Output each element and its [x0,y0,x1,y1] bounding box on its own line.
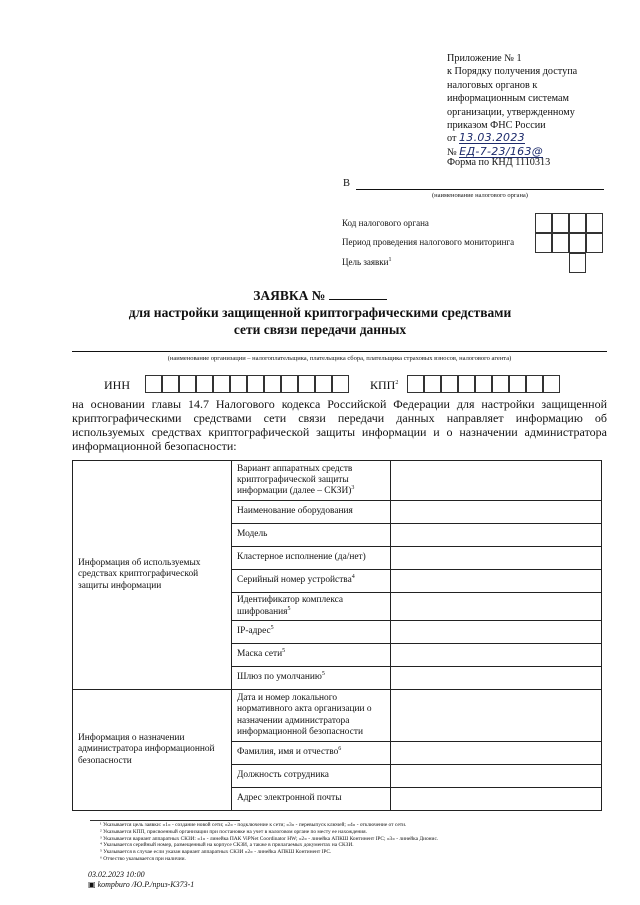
footer-path [88,880,194,890]
field-label [232,547,391,570]
inn-digit-cell[interactable] [298,375,315,393]
inn-digit-cell[interactable] [315,375,332,393]
tax-office-code-cell[interactable] [586,213,603,233]
appendix-date [447,132,627,145]
footnote-ref: 5 [270,625,274,632]
title-line-1 [0,287,640,304]
addressee-input-line[interactable] [356,189,604,190]
monitoring-period-label: Период проведения налогового мониторинга [342,237,515,247]
field-label-text: Должность сотрудника [237,770,329,781]
inn-digit-cell[interactable] [196,375,213,393]
field-label [232,621,391,644]
footnote: ⁶ Отчество указывается при наличии. [100,855,186,862]
appendix-date-value: 13.03.2023 [458,131,525,145]
field-label-text: Идентификатор комплекса шифрования [237,595,344,617]
organization-caption: (наименование организации – налогоплательщика, плательщика сбора, плательщика страховых взносов, налогового агента) [167,355,512,362]
appendix-number-value: ЕД-7-23/163@ [459,144,544,158]
kpp-footnote-ref: 2 [395,380,399,386]
tax-office-code-cell[interactable] [569,213,586,233]
document-icon: ▣ [88,880,96,889]
field-label [232,570,391,593]
inn-digit-cell[interactable] [230,375,247,393]
field-label-text: Дата и номер локального нормативного акта организации о назначении администратора информационной безопасности [237,693,372,737]
field-label [232,644,391,667]
group-skzi-label: Информация об используемых средствах криптографической защиты информации [73,461,232,690]
footer-path-text: kompburo /Ю.Р./приз-К373-1 [97,880,195,889]
footnote-ref: 5 [287,605,291,612]
field-value-cell[interactable] [391,621,602,644]
footnote: ⁵ Указывается в случае если указан вариант аппаратных СКЗИ «2» - линейка АПКШ Континент IPC. [100,849,332,856]
field-label [232,524,391,547]
monitoring-period-cell[interactable] [569,233,586,253]
tax-office-code-cell[interactable] [535,213,552,233]
organization-input-line[interactable] [72,351,607,352]
field-label-text: Шлюз по умолчанию [237,672,322,683]
field-label-text: Маска сети [237,649,283,660]
field-label [232,667,391,690]
footnote: ¹ Указывается цель заявки: «1» - создание новой сети; «2» - подключение к сети; «3» - перевыпуск ключей; «4» - отключение от сети. [100,822,407,828]
field-label [232,788,391,811]
field-value-cell[interactable] [391,742,602,765]
field-label-text: Модель [237,529,268,540]
kpp-digit-cell[interactable] [441,375,458,393]
field-label-text: Серийный номер устройства [237,575,352,586]
title-line-2: для настройки защищенной криптографическими средствами [128,305,512,320]
kpp-digit-cell[interactable] [458,375,475,393]
purpose-label-text: Цель заявки [342,257,389,267]
inn-digit-cell[interactable] [247,375,264,393]
table-row [73,690,602,742]
field-value-cell[interactable] [391,765,602,788]
application-number-field[interactable] [329,288,387,300]
footnote-divider [90,820,240,821]
field-label [232,501,391,524]
field-value-cell[interactable] [391,788,602,811]
inn-digit-cell[interactable] [281,375,298,393]
inn-digit-cell[interactable] [264,375,281,393]
inn-label: ИНН [104,378,130,392]
kpp-digit-cell[interactable] [509,375,526,393]
footnote-ref: 5 [282,648,286,655]
field-label-text: Фамилия, имя и отчество [237,747,339,758]
footnote-ref: 4 [351,574,355,581]
tax-office-code-label: Код налогового органа [342,218,429,228]
footnotes [100,822,620,863]
field-value-cell[interactable] [391,570,602,593]
inn-digit-cell[interactable] [145,375,162,393]
field-label [232,461,391,501]
title-number-label: ЗАЯВКА № [253,288,326,303]
appendix-date-prefix: от [447,133,457,145]
kpp-label [370,378,398,393]
field-value-cell[interactable] [391,501,602,524]
appendix-line: приказом ФНС России [447,120,546,132]
field-label [232,765,391,788]
kpp-digit-cell[interactable] [526,375,543,393]
footer-timestamp: 03.02.2023 10:00 [88,870,145,879]
field-label [232,742,391,765]
footnote: ³ Указывается вариант аппаратных СКЗИ: «1» - линейка ПАК ViPNet Coordinator HW; «2» - линейка АПКШ Континент IPC; «3» - линейка Дионис. [100,835,439,842]
field-value-cell[interactable] [391,524,602,547]
print-footer [88,870,194,890]
kpp-digit-cell[interactable] [492,375,509,393]
info-table [72,460,602,811]
inn-digit-cell[interactable] [179,375,196,393]
appendix-line: к Порядку получения доступа [447,66,578,78]
kpp-digit-cell[interactable] [407,375,424,393]
footnote: ² Указывается КПП, присвоенный организации при постановке на учет в налоговом органе по месту ее нахождения. [100,828,367,835]
purpose-label [342,257,391,267]
field-value-cell[interactable] [391,461,602,501]
addressee-prefix: В [343,178,351,189]
field-label-text: Кластерное исполнение (да/нет) [237,552,366,563]
kpp-label-text: КПП [370,378,396,392]
field-value-cell[interactable] [391,644,602,667]
kpp-digit-cell[interactable] [475,375,492,393]
footnote-ref: 6 [338,746,342,753]
addressee-caption: (наименование налогового органа) [432,192,528,199]
field-label-text: IP-адрес [237,626,271,637]
document-title [0,287,640,338]
field-label-text: Вариант аппаратных средств криптографической защиты информации (далее – СКЗИ) [237,463,353,497]
field-label-text: Наименование оборудования [237,506,353,517]
inn-digit-cell[interactable] [332,375,349,393]
footnote-ref: 3 [351,484,355,491]
appendix-line: налоговых органов к [447,79,538,91]
intro-paragraph: на основании главы 14.7 Налогового кодекса Российской Федерации для настройки защищенной криптографическими средствами сети связи передачи данных направляет информацию об используемых средствах криптографической защиты информации и о назначении администратора информационной безопасности: [72,397,607,453]
appendix-block [447,52,627,159]
table-row [73,461,602,501]
group-admin-label: Информация о назначении администратора информационной безопасности [73,690,232,811]
field-value-cell[interactable] [391,667,602,690]
appendix-number-prefix: № [447,146,457,158]
field-label-text: Адрес электронной почты [237,793,342,804]
inn-digit-cell[interactable] [162,375,179,393]
appendix-line: организации, утвержденному [447,106,575,118]
field-value-cell[interactable] [391,593,602,621]
field-value-cell[interactable] [391,547,602,570]
monitoring-period-cell[interactable] [535,233,552,253]
purpose-footnote-ref: 1 [388,257,392,263]
appendix-line: информационным системам [447,93,569,105]
kpp-digit-cell[interactable] [424,375,441,393]
monitoring-period-cell[interactable] [586,233,603,253]
tax-office-code-cell[interactable] [552,213,569,233]
kpp-digit-cell[interactable] [543,375,560,393]
field-label [232,593,391,621]
form-knd-code: Форма по КНД 1110313 [447,157,551,168]
field-value-cell[interactable] [391,690,602,742]
monitoring-period-cell[interactable] [552,233,569,253]
appendix-line: Приложение № 1 [447,53,522,64]
footnote-ref: 5 [321,671,325,678]
inn-digit-cell[interactable] [213,375,230,393]
title-line-3: сети связи передачи данных [233,322,407,337]
field-label [232,690,391,742]
footnote: ⁴ Указывается серийный номер, размещенный на корпусе СКЗИ, а также в прилагаемых документах на СКЗИ. [100,842,354,849]
purpose-cell[interactable] [569,253,586,273]
